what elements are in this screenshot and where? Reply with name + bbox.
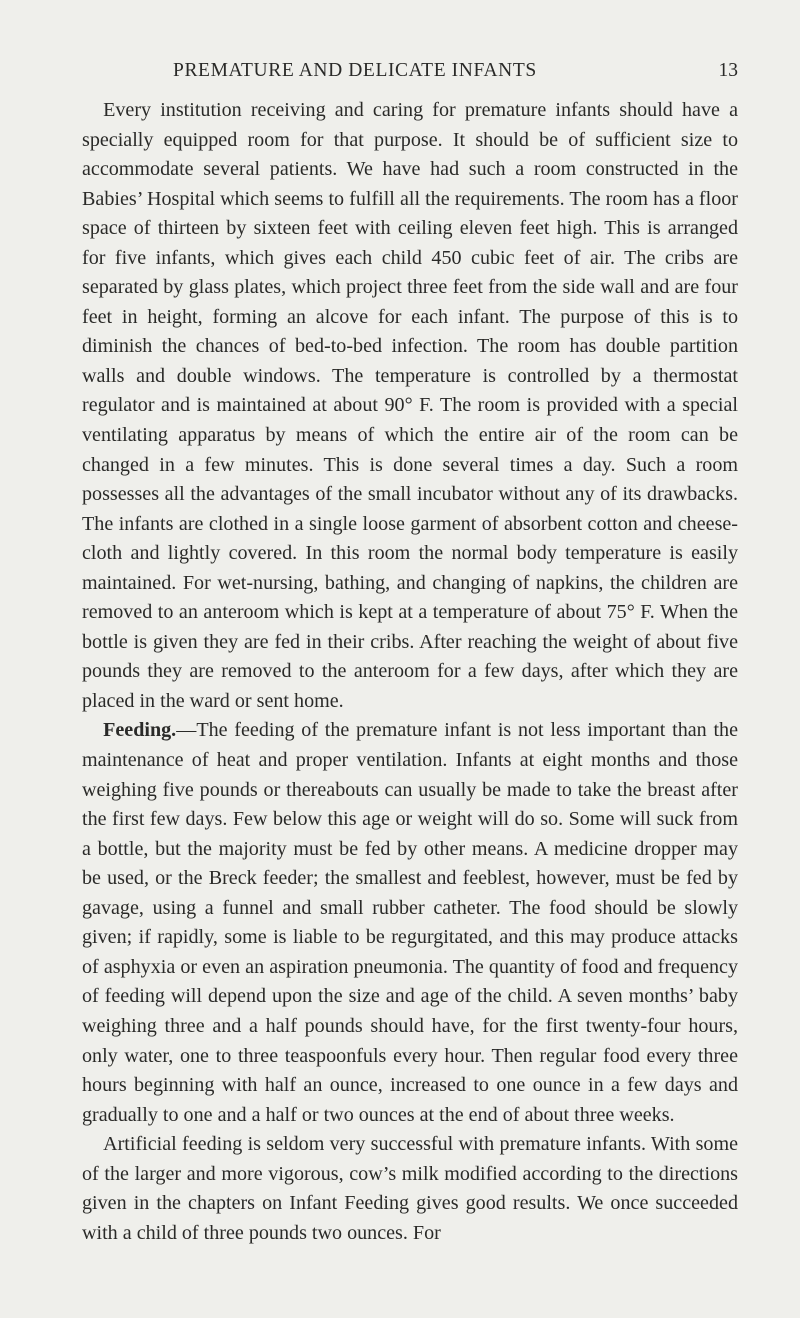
paragraph-text: Artificial feeding is seldom very successful with premature infants. With some of the larger and more vigorous, cow’s milk modified according to the directions given in the chapters on Infant Feeding gives good results. We once succeeded with a child of three pounds two ounces. For [82,1133,738,1244]
body-text [82,96,738,1248]
paragraph-incubator-room [82,96,738,716]
page-number: 13 [718,60,738,81]
running-title: PREMATURE AND DELICATE INFANTS [173,60,537,81]
paragraph-text: —The feeding of the premature infant is not less important than the maintenance of heat and proper ventilation. Infants at eight months and those weighing five pounds or thereabouts can usually be made to take the breast after the first few days. Few below this age or weight will do so. Some will suck from a bottle, but the majority must be fed by other means. A medicine dropper may be used, or the Breck feeder; the smallest and feeblest, however, must be fed by gavage, using a funnel and small rubber catheter. The food should be slowly given; if rapidly, some is liable to be regurgitated, and this may produce attacks of asphyxia or even an aspiration pneumonia. The quantity of food and frequency of feeding will depend upon the size and age of the child. A seven months’ baby weighing three and a half pounds should have, for the first twenty-four hours, only water, one to three teaspoonfuls every hour. Then regular food every three hours beginning with half an ounce, increased to one ounce in a few days and gradually to one and a half or two ounces at the end of about three weeks. [82,719,738,1126]
section-heading-feeding: Feeding. [103,719,177,742]
running-head [98,60,738,90]
paragraph-feeding [82,716,738,1130]
paragraph-artificial-feeding [82,1130,738,1248]
paragraph-text: Every institution receiving and caring for premature infants should have a specially equipped room for that purpose. It should be of sufficient size to accommodate several patients. We have had such a room constructed in the Babies’ Hospital which seems to fulfill all the requirements. The room has a floor space of thirteen by sixteen feet with ceiling eleven feet high. This is arranged for five infants, which gives each child 450 cubic feet of air. The cribs are separated by glass plates, which project three feet from the side wall and are four feet in height, forming an alcove for each infant. The purpose of this is to diminish the chances of bed-to-bed infection. The room has double partition walls and double windows. The temperature is controlled by a thermostat regulator and is maintained at about 90° F. The room is provided with a special ventilating apparatus by means of which the entire air of the room can be changed in a few minutes. This is done several times a day. Such a room possesses all the advantages of the small incubator without any of its drawbacks. The infants are clothed in a single loose garment of absorbent cotton and cheese-cloth and lightly covered. In this room the normal body temperature is easily maintained. For wet-nursing, bathing, and changing of napkins, the children are removed to an anteroom which is kept at a temperature of about 75° F. When the bottle is given they are fed in their cribs. After reaching the weight of about five pounds they are removed to the anteroom for a few days, after which they are placed in the ward or sent home. [82,99,738,712]
